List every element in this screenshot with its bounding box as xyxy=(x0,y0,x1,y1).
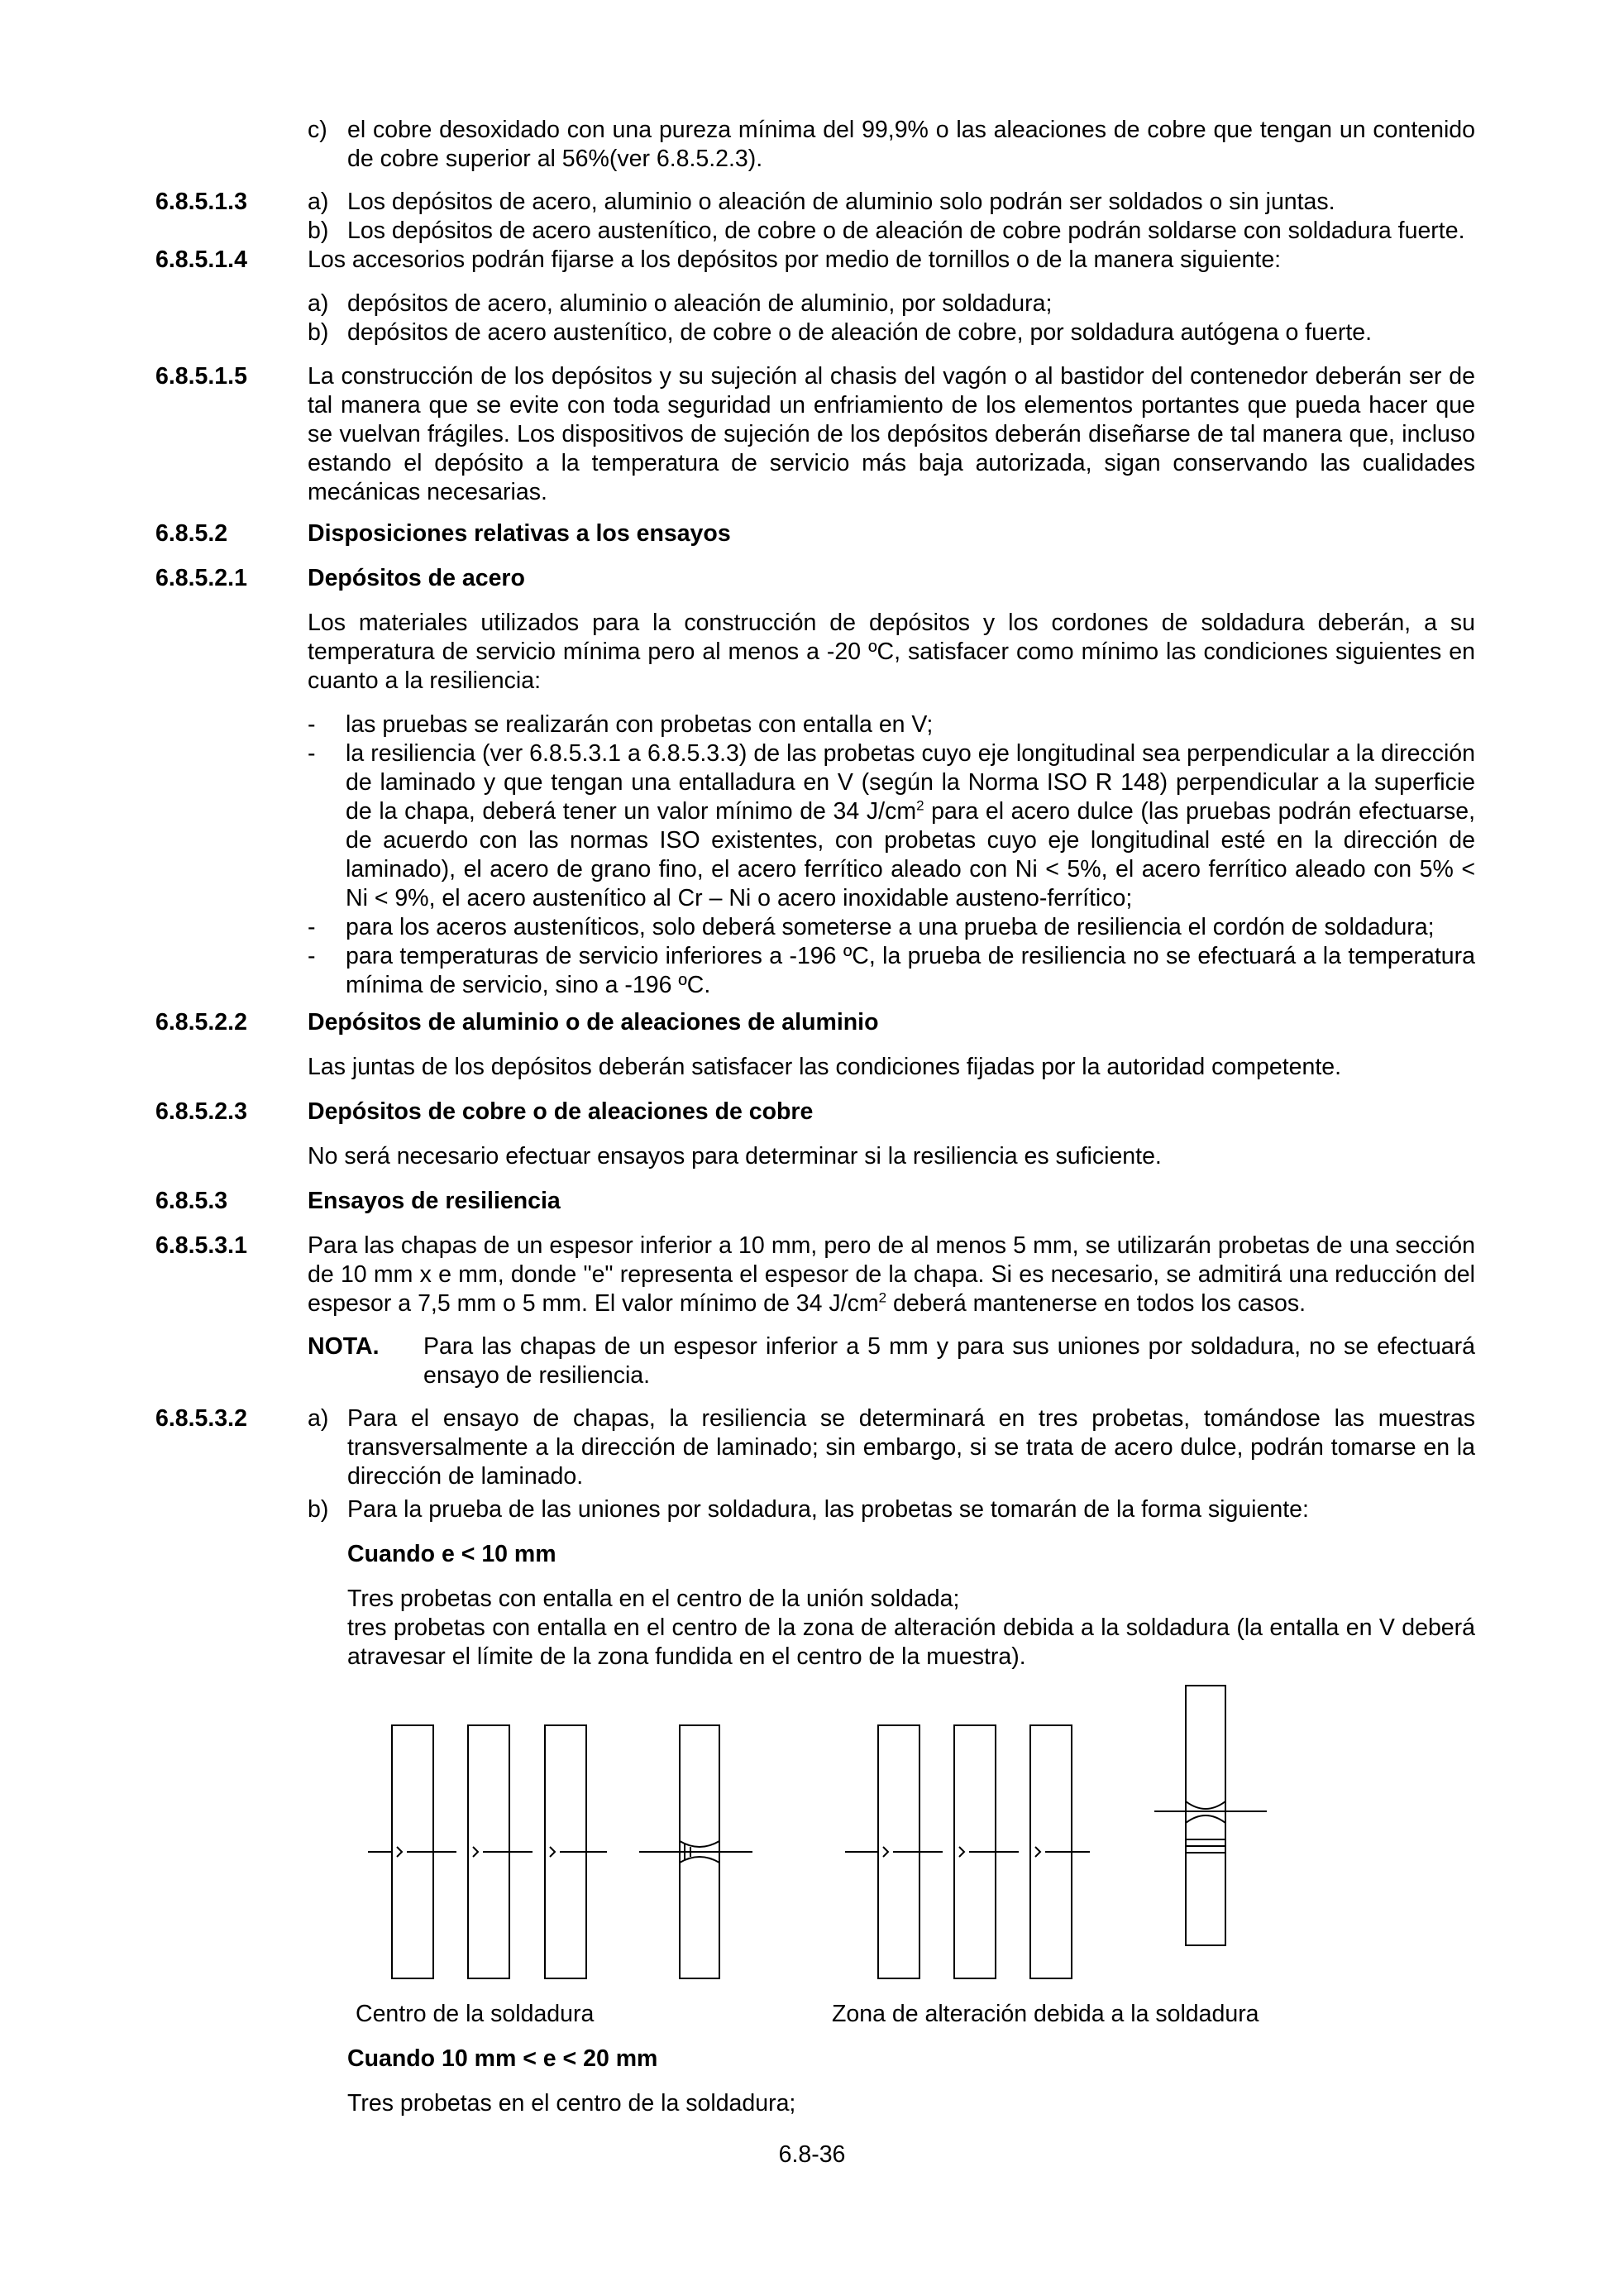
item-text: Para el ensayo de chapas, la resiliencia se determinará en tres probetas, tomándose las muestras transversalmente a la dirección de laminado; sin embargo, si se trata de acero dulce, podrán tomarse en la dirección de laminado. xyxy=(347,1405,1475,1490)
bullet-text: para los aceros austeníticos, solo deberá someterse a una prueba de resiliencia el cordón de soldadura; xyxy=(346,914,1435,940)
item-label: b) xyxy=(308,319,329,346)
item-text: depósitos de acero austenítico, de cobre o de aleación de cobre, por soldadura autógena o fuerte. xyxy=(347,319,1373,346)
paragraph: Tres probetas en el centro de la soldadura; xyxy=(347,2090,796,2117)
specimen-left-2 xyxy=(468,1725,533,1978)
section-number: 6.8.5.1.3 xyxy=(155,189,247,215)
paragraph: Los accesorios podrán fijarse a los depósitos por medio de tornillos o de la manera siguiente: xyxy=(308,246,1282,273)
paragraph: Los materiales utilizados para la construcción de depósitos y los cordones de soldadura deberán, a su temperatura de servicio mínima pero al menos a -20 ºC, satisfacer como mínimo las condiciones siguientes en cuanto a la resiliencia: xyxy=(308,610,1475,694)
bullet-dash: - xyxy=(308,740,316,767)
bullet-dash: - xyxy=(308,943,316,969)
section-title: Depósitos de acero xyxy=(308,565,525,591)
paragraph: Las juntas de los depósitos deberán satisfacer las condiciones fijadas por la autoridad competente. xyxy=(308,1054,1342,1080)
case-title: Cuando 10 mm < e < 20 mm xyxy=(347,2045,658,2072)
bullet-dash: - xyxy=(308,711,316,738)
item-text: el cobre desoxidado con una pureza mínima del 99,9% o las aleaciones de cobre que tengan un contenido de cobre superior al 56%(ver 6.8.5.2.3). xyxy=(347,117,1475,172)
item-text: depósitos de acero, aluminio o aleación de aluminio, por soldadura; xyxy=(347,290,1053,317)
specimen-right-3 xyxy=(1030,1725,1090,1978)
section-number: 6.8.5.2.2 xyxy=(155,1009,247,1036)
section-title: Depósitos de aluminio o de aleaciones de aluminio xyxy=(308,1009,879,1036)
bullet-text: las pruebas se realizarán con probetas con entalla en V; xyxy=(346,711,934,738)
paragraph: Para las chapas de un espesor inferior a 10 mm, pero de al menos 5 mm, se utilizarán probetas de una sección de 10 mm x e mm, donde "e" representa el espesor de la chapa. Si es necesario, se admitirá una reducción del espesor a 7,5 mm o 5 mm. El valor mínimo de 34 $J/cm^2$ deberá mantenerse en todos los casos. xyxy=(308,1232,1475,1317)
section-number: 6.8.5.1.5 xyxy=(155,363,247,390)
bullet-text: la resiliencia (ver 6.8.5.3.1 a 6.8.5.3.3) de las probetas cuyo eje longitudinal sea perpendicular a la dirección de laminado y que tengan una entalladura en V (según la Norma ISO R 148) perpendicular a la superficie de la chapa, deberá tener un valor mínimo de 34 $J/cm^2$ para el acero dulce (las pruebas podrán efectuarse, de acuerdo con las normas ISO existentes, con probetas cuyo eje longitudinal esté en la dirección de laminado), el acero de grano fino, el acero ferrítico aleado con Ni < 5%, el acero ferrítico aleado con 5% < Ni < 9%, el acero austenítico al Cr – Ni o acero inoxidable austeno-ferrítico; xyxy=(346,740,1475,911)
item-label: a) xyxy=(308,290,329,317)
section-number: 6.8.5.3.1 xyxy=(155,1232,247,1259)
bullet-dash: - xyxy=(308,914,316,940)
item-text: Los depósitos de acero, aluminio o aleación de aluminio solo podrán ser soldados o sin juntas. xyxy=(347,189,1335,215)
item-label: a) xyxy=(308,189,329,215)
section-number: 6.8.5.2.1 xyxy=(155,565,247,591)
case-title: Cuando e < 10 mm xyxy=(347,1541,556,1567)
note-label: NOTA. xyxy=(308,1333,380,1360)
section-title: Disposiciones relativas a los ensayos xyxy=(308,520,731,547)
weld-specimen-haz xyxy=(1154,1686,1267,1945)
section-number: 6.8.5.2 xyxy=(155,520,228,547)
item-text: Los depósitos de acero austenítico, de cobre o de aleación de cobre podrán soldarse con soldadura fuerte. xyxy=(347,218,1465,244)
item-label: a) xyxy=(308,1405,329,1432)
superscript: 2 xyxy=(916,797,924,814)
weld-specimen-center xyxy=(639,1725,752,1978)
page-number: 6.8-36 xyxy=(778,2141,846,2168)
paragraph: La construcción de los depósitos y su sujeción al chasis del vagón o al bastidor del contenedor deberán ser de tal manera que se evite con toda seguridad un enfriamiento de los elementos portantes que pueda hacer que se vuelvan frágiles. Los dispositivos de sujeción de los depósitos deberán diseñarse de tal manera que, incluso estando el depósito a la temperatura de servicio más baja autorizada, sigan conservando las cualidades mecánicas necesarias. xyxy=(308,363,1475,505)
specimen-left-3 xyxy=(545,1725,607,1978)
bullet-text: para temperaturas de servicio inferiores a -196 ºC, la prueba de resiliencia no se efectuará a la temperatura mínima de servicio, sino a -196 ºC. xyxy=(346,943,1475,998)
section-number: 6.8.5.2.3 xyxy=(155,1098,247,1125)
figure-caption-left: Centro de la soldadura xyxy=(356,2001,595,2027)
section-number: 6.8.5.3.2 xyxy=(155,1405,247,1432)
specimen-right-2 xyxy=(954,1725,1019,1978)
superscript: 2 xyxy=(878,1289,887,1306)
section-title: Ensayos de resiliencia xyxy=(308,1188,561,1214)
item-label: b) xyxy=(308,1496,329,1523)
specimen-figure xyxy=(0,1679,1624,2010)
paragraph: tres probetas con entalla en el centro de la zona de alteración debida a la soldadura (la entalla en V deberá atravesar el límite de la zona fundida en el centro de la muestra). xyxy=(347,1614,1475,1670)
section-number: 6.8.5.1.4 xyxy=(155,246,247,273)
item-text: Para la prueba de las uniones por soldadura, las probetas se tomarán de la forma siguiente: xyxy=(347,1496,1309,1523)
figure-caption-right: Zona de alteración debida a la soldadura xyxy=(832,2001,1259,2027)
paragraph: No será necesario efectuar ensayos para determinar si la resiliencia es suficiente. xyxy=(308,1143,1162,1170)
item-label: b) xyxy=(308,218,329,244)
specimen-left-1 xyxy=(368,1725,456,1978)
specimen-right-1 xyxy=(845,1725,943,1978)
item-label: c) xyxy=(308,117,327,143)
section-title: Depósitos de cobre o de aleaciones de cobre xyxy=(308,1098,814,1125)
section-number: 6.8.5.3 xyxy=(155,1188,228,1214)
note-text: Para las chapas de un espesor inferior a 5 mm y para sus uniones por soldadura, no se efectuará ensayo de resiliencia. xyxy=(423,1333,1475,1389)
paragraph: Tres probetas con entalla en el centro de la unión soldada; xyxy=(347,1586,960,1612)
